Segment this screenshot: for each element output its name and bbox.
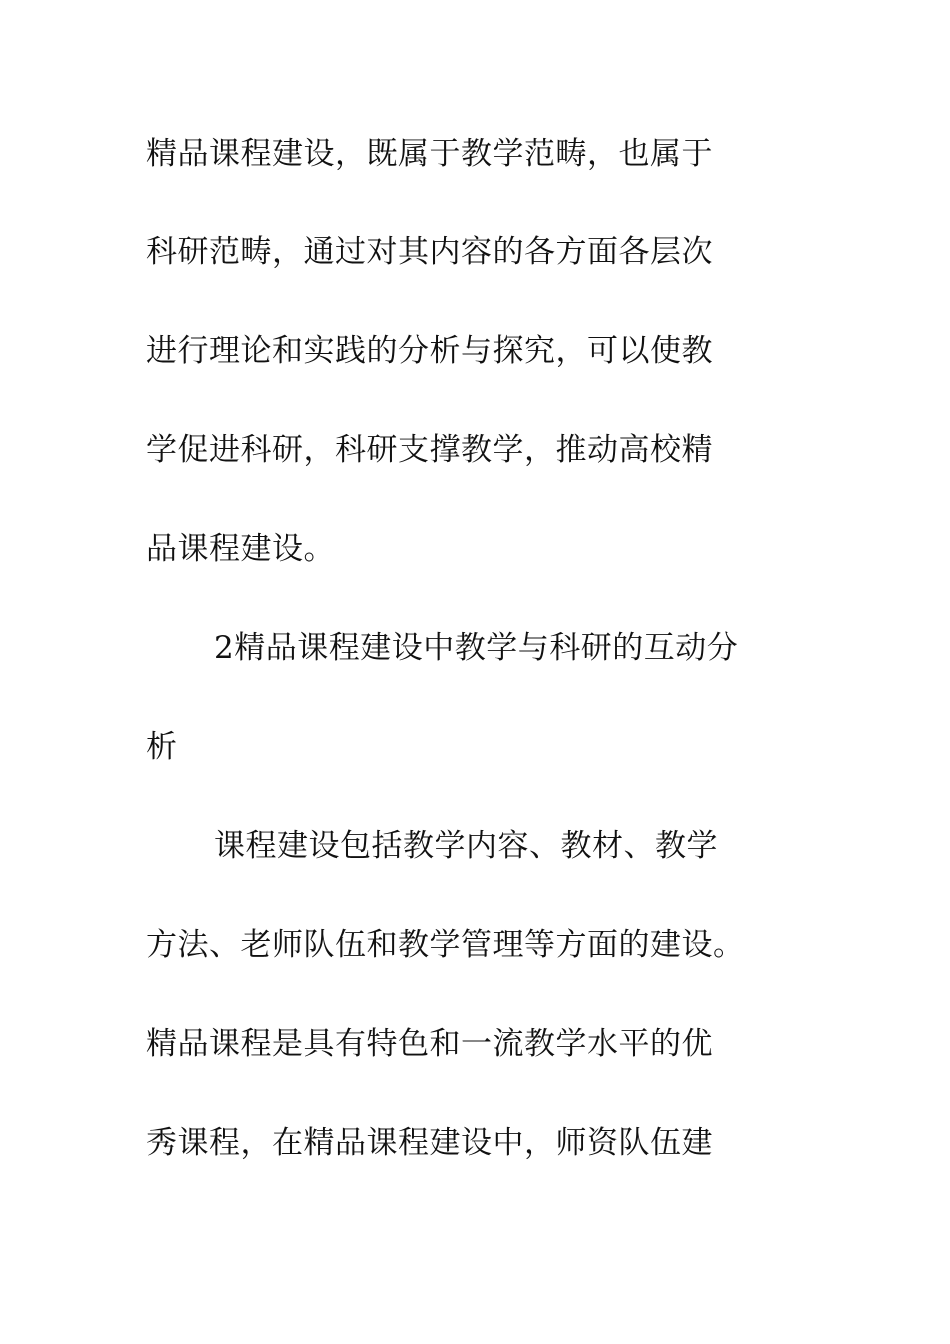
body-text-line: 学促进科研，科研支撑教学，推动高校精 <box>146 432 713 468</box>
body-text-line: 科研范畴，通过对其内容的各方面各层次 <box>146 234 713 270</box>
body-text-line: 秀课程，在精品课程建设中，师资队伍建 <box>146 1125 713 1161</box>
body-text-line: 方法、老师队伍和教学管理等方面的建设。 <box>146 927 745 963</box>
body-text-line: 品课程建设。 <box>146 531 335 567</box>
body-text-line: 课程建设包括教学内容、教材、教学 <box>214 828 718 864</box>
body-text-line: 精品课程是具有特色和一流教学水平的优 <box>146 1026 713 1062</box>
body-text-line: 进行理论和实践的分析与探究，可以使教 <box>146 333 713 369</box>
section-heading-line: 析 <box>146 729 178 765</box>
section-heading-line: 2精品课程建设中教学与科研的互动分 <box>214 630 739 666</box>
body-text-line: 精品课程建设，既属于教学范畴，也属于 <box>146 136 713 172</box>
